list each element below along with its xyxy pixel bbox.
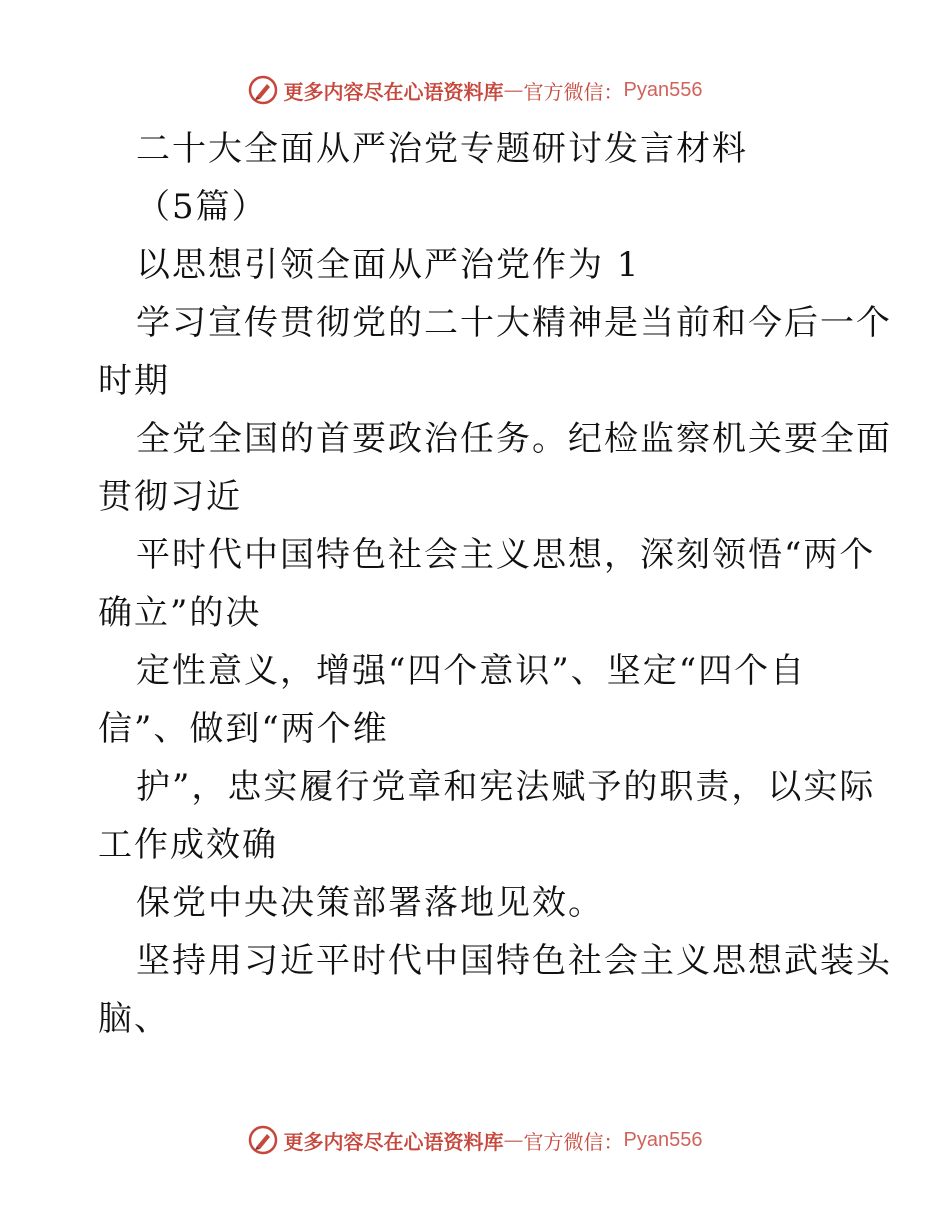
paragraph-line: 保党中央决策部署落地见效。 xyxy=(136,883,604,923)
section-heading: 以思想引领全面从严治党作为 1 xyxy=(136,245,641,285)
watermark-header xyxy=(0,70,950,110)
watermark-wechat-id: Pyan556 xyxy=(623,1128,703,1151)
paragraph-line: 学习宣传贯彻党的二十大精神是当前和今后一个 xyxy=(136,303,892,343)
paragraph-line: 护”，忠实履行党章和宪法赋予的职责，以实际 xyxy=(136,767,876,807)
paragraph-line: 定性意义，增强“四个意识”、坚定“四个自 xyxy=(136,651,807,691)
watermark-dash: — xyxy=(503,1128,524,1152)
watermark-text: 更多内容尽在心语资料库 xyxy=(283,1129,504,1154)
watermark-wechat-label: 官方微信： xyxy=(523,1129,624,1154)
paragraph-line: 信”、做到“两个维 xyxy=(98,709,389,749)
doc-title: 二十大全面从严治党专题研讨发言材料 xyxy=(136,129,748,169)
pen-logo-icon xyxy=(248,1125,278,1155)
paragraph-line: 贯彻习近 xyxy=(98,477,242,517)
watermark-footer xyxy=(0,1120,950,1160)
paragraph-line: 确立”的决 xyxy=(98,593,262,633)
paragraph-line: 脑、 xyxy=(98,999,170,1039)
paragraph-line: 工作成效确 xyxy=(98,825,278,865)
paragraph-line: 时期 xyxy=(98,361,170,401)
document-body xyxy=(98,120,892,1048)
pen-logo-icon xyxy=(248,75,278,105)
watermark-text: 更多内容尽在心语资料库 xyxy=(283,79,504,104)
paragraph-line: 全党全国的首要政治任务。纪检监察机关要全面 xyxy=(136,419,892,459)
watermark-wechat-id: Pyan556 xyxy=(623,78,703,101)
paragraph-line: 平时代中国特色社会主义思想，深刻领悟“两个 xyxy=(136,535,876,575)
watermark-dash: — xyxy=(503,78,524,102)
paragraph-line: 坚持用习近平时代中国特色社会主义思想武装头 xyxy=(136,941,892,981)
doc-subtitle: （5篇） xyxy=(136,187,268,227)
watermark-wechat-label: 官方微信： xyxy=(523,79,624,104)
